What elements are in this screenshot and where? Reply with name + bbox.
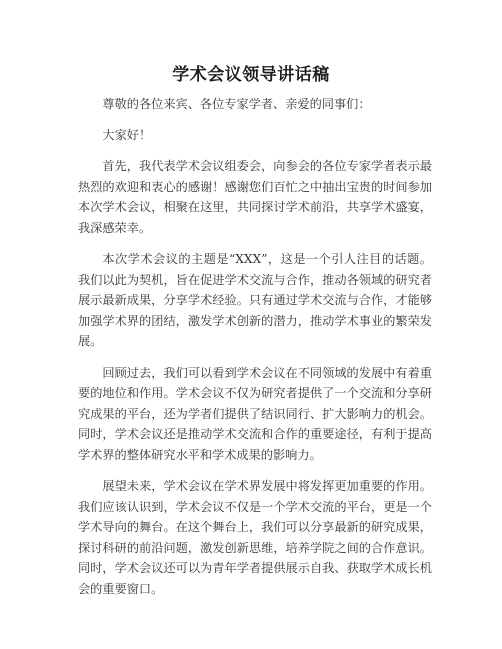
- greeting-paragraph: 尊敬的各位来宾、各位专家学者、亲爱的同事们：: [102, 97, 371, 111]
- body-paragraph: 本次学术会议的主题是“XXX”，这是一个引人注目的话题。我们以此为契机，旨在促进学术交流与合作，推动各领域的研究者展示最新成果，分享学术经验。只有通过学术交流与合作，才能够加强学术界的团结，激发学术创新的潜力，推动学术事业的繁荣发展。: [78, 252, 432, 349]
- body-paragraph: 展望未来，学术会议在学术界发展中将发挥更加重要的作用。我们应该认识到，学术会议不仅是一个学术交流的平台，更是一个学术导向的舞台。在这个舞台上，我们可以分享最新的研究成果，探讨科研的前沿问题，激发创新思维，培养学院之间的合作意识。同时，学术会议还可以为青年学者提供展示自我、获取学术成长机会的重要窗口。: [78, 479, 432, 596]
- body-paragraph: 首先，我代表学术会议组委会，向参会的各位专家学者表示最热烈的欢迎和衷心的感谢！感谢您们百忙之中抽出宝贵的时间参加本次学术会议，相聚在这里，共同探讨学术前沿，共享学术盛宴，我深感荣幸。: [78, 159, 432, 235]
- document-title: 学术会议领导讲话稿: [172, 65, 330, 85]
- hello-paragraph: 大家好！: [102, 128, 152, 143]
- body-paragraph: 回顾过去，我们可以看到学术会议在不同领域的发展中有着重要的地位和作用。学术会议不仅为研究者提供了一个交流和分享研究成果的平台，还为学者们提供了结识同行、扩大影响力的机会。同时，学术会议还是推动学术交流和合作的重要途径，有利于提高学术界的整体研究水平和学术成果的影响力。: [78, 365, 432, 462]
- document-body: [78, 86, 432, 610]
